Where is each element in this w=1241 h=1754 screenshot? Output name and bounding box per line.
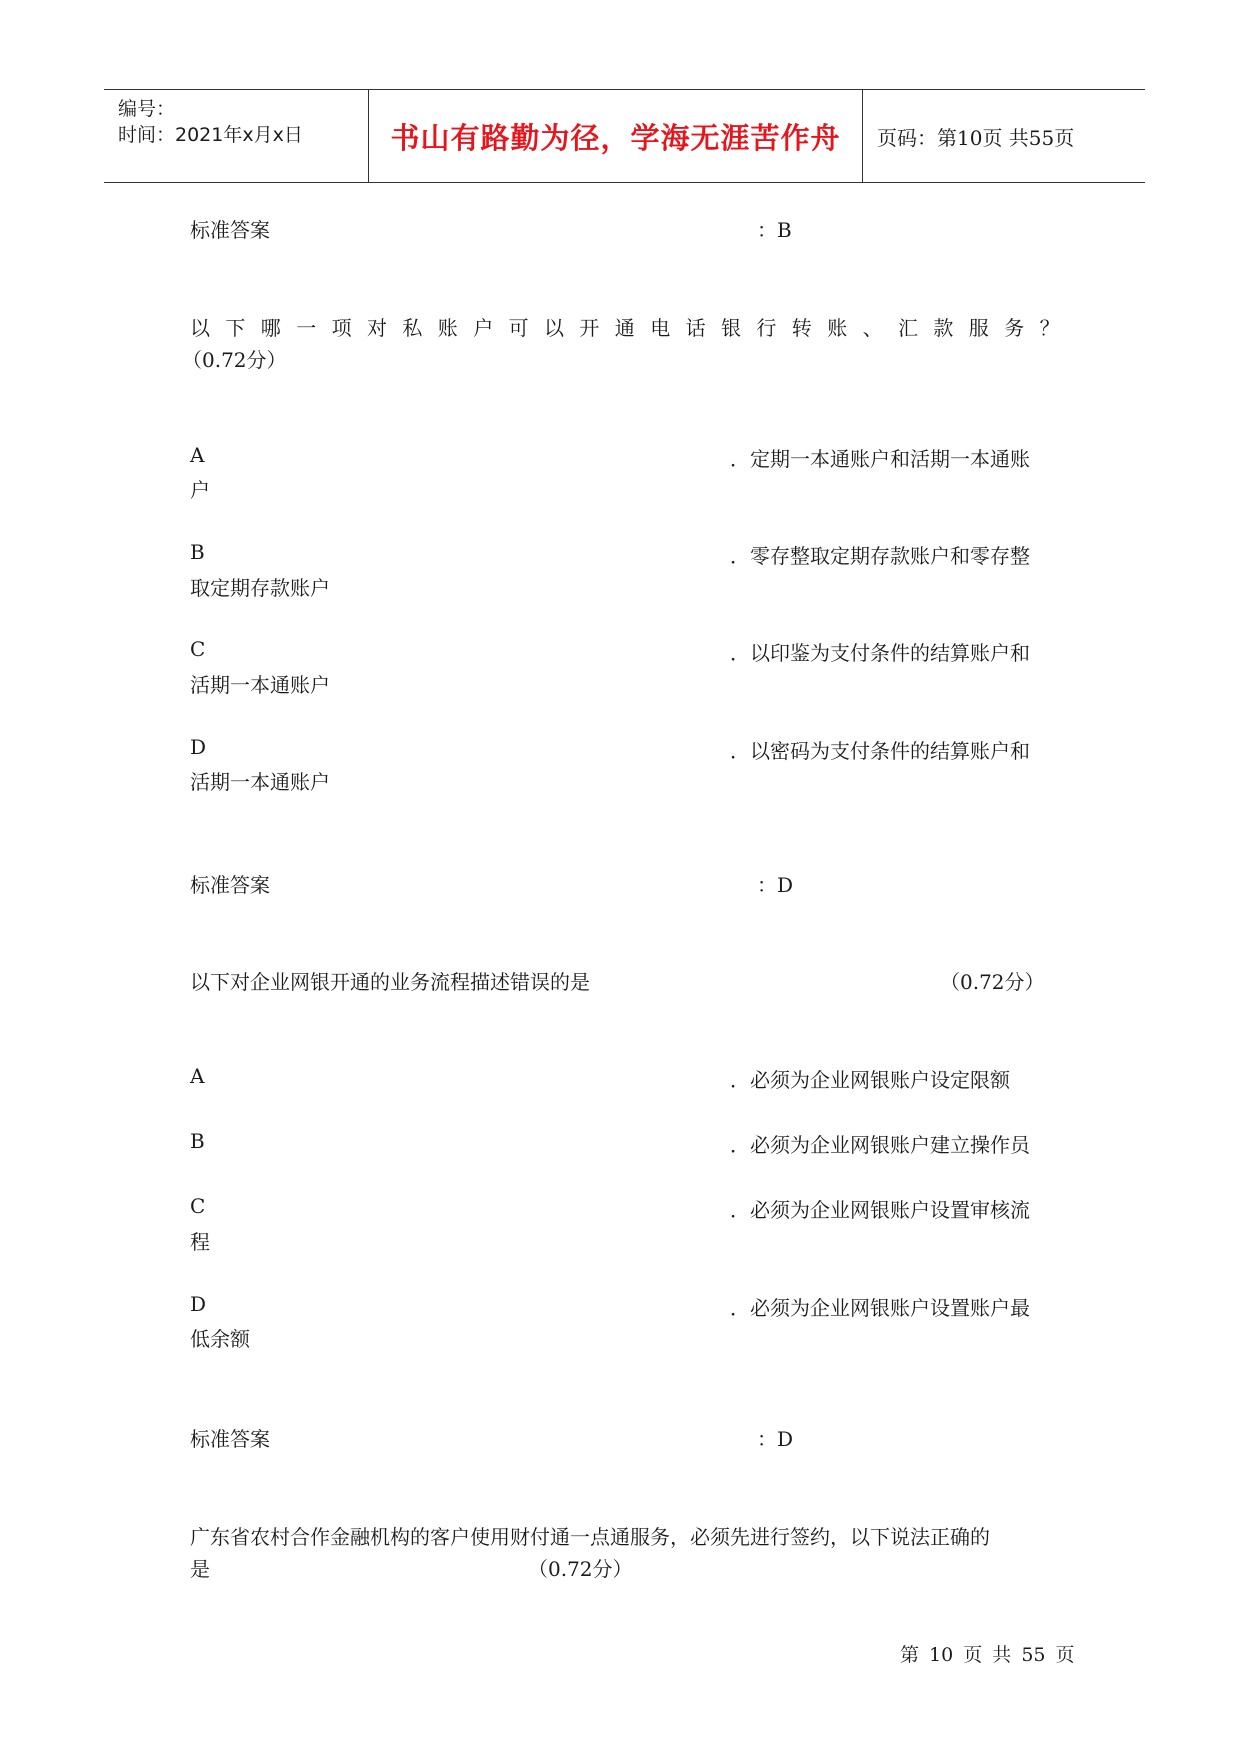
header-motto: 书山有路勤为径，学海无涯苦作舟 [390, 120, 841, 155]
option-letter: D [190, 735, 207, 759]
option-text: ．必须为企业网银账户设置审核流 [730, 1198, 1030, 1222]
option-letter: C [190, 637, 206, 661]
question-text-cont: 是 [190, 1557, 210, 1581]
page-header [104, 89, 1145, 183]
question-score: （0.72分） [940, 970, 1045, 994]
option-text: ．以密码为支付条件的结算账户和 [730, 739, 1030, 763]
answer-label: 标准答案 [190, 1427, 270, 1451]
header-page-code: 页码：第10页 共55页 [877, 125, 1075, 150]
option-text: ．必须为企业网银账户建立操作员 [730, 1133, 1030, 1157]
answer-label: 标准答案 [190, 873, 270, 897]
option-text: ．必须为企业网银账户设定限额 [730, 1068, 1010, 1092]
option-text: ．定期一本通账户和活期一本通账 [730, 447, 1030, 471]
question-text: 以下哪一项对私账户可以开通电话银行转账、汇款服务？ [190, 316, 1075, 340]
option-text: ．以印鉴为支付条件的结算账户和 [730, 641, 1030, 665]
option-letter: D [190, 1292, 207, 1316]
option-text-cont: 活期一本通账户 [190, 770, 330, 794]
answer-value: ：D [757, 873, 794, 897]
option-letter: A [190, 443, 205, 467]
option-text: ．必须为企业网银账户设置账户最 [730, 1296, 1030, 1320]
option-text-cont: 户 [190, 478, 210, 502]
option-text-cont: 低余额 [190, 1327, 250, 1351]
question-score: （0.72分） [182, 348, 287, 372]
document-number-label: 编号： [118, 98, 176, 120]
page-footer: 第 10 页 共 55 页 [900, 1644, 1075, 1666]
option-text-cont: 程 [190, 1230, 210, 1254]
option-letter: A [190, 1064, 205, 1088]
answer-value: ：B [757, 218, 792, 242]
header-page-cell [863, 90, 1145, 182]
header-motto-cell [369, 90, 863, 182]
option-letter: B [190, 1129, 205, 1153]
question-score: （0.72分） [528, 1557, 633, 1581]
question-text: 广东省农村合作金融机构的客户使用财付通一点通服务，必须先进行签约，以下说法正确的 [190, 1525, 990, 1549]
option-text: ．零存整取定期存款账户和零存整 [730, 544, 1030, 568]
option-text-cont: 取定期存款账户 [190, 576, 330, 600]
option-letter: B [190, 540, 205, 564]
answer-value: ：D [757, 1427, 794, 1451]
document-time-label: 时间：2021年x月x日 [118, 124, 303, 146]
option-text-cont: 活期一本通账户 [190, 673, 330, 697]
option-letter: C [190, 1194, 206, 1218]
question-text: 以下对企业网银开通的业务流程描述错误的是 [190, 970, 590, 994]
answer-label: 标准答案 [190, 218, 270, 242]
header-meta-cell [104, 90, 369, 182]
